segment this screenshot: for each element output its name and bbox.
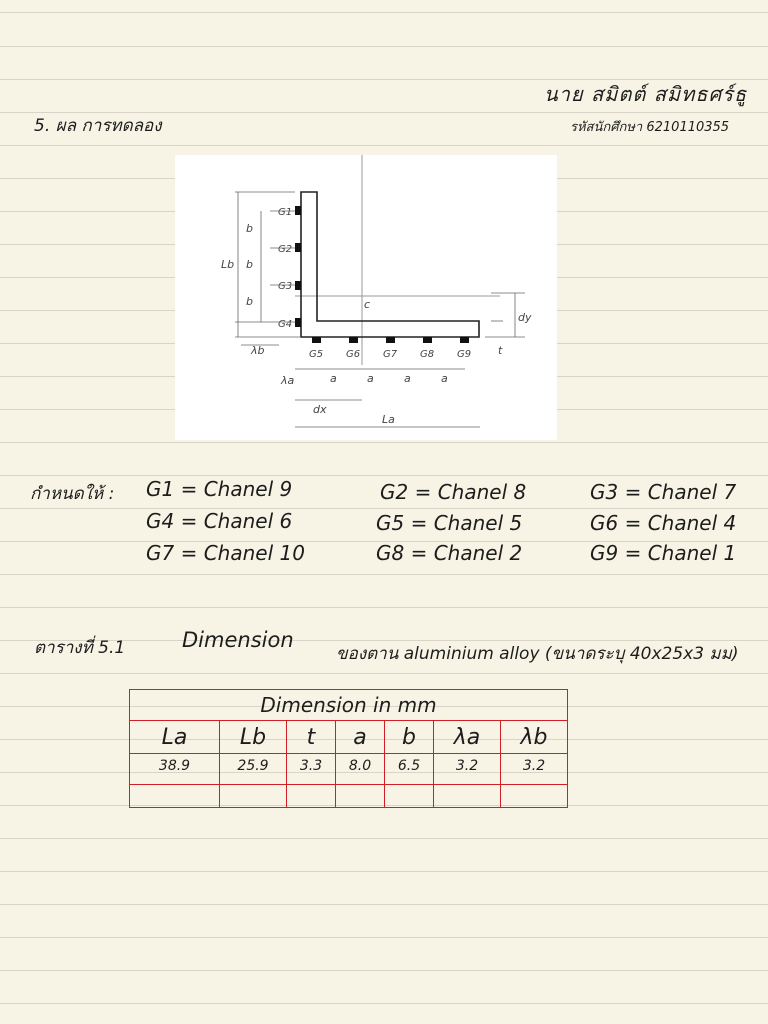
label-lambda-b: λb [251, 344, 265, 357]
label-g2: G2 [278, 244, 293, 255]
label-g7: G7 [383, 349, 398, 360]
gauge-g2 [295, 243, 301, 252]
value-b: 6.5 [385, 754, 434, 785]
empty-cell [434, 785, 501, 808]
gauge-g9 [460, 337, 469, 343]
empty-cell [287, 785, 336, 808]
table-caption-title: Dimension [182, 628, 294, 652]
empty-cell [385, 785, 434, 808]
empty-cell [220, 785, 287, 808]
label-b-2: b [246, 258, 253, 271]
label-lb: Lb [221, 258, 235, 271]
channel-mapping-g5: G5 = Chanel 5 [376, 511, 523, 535]
value-a: 8.0 [336, 754, 385, 785]
value-t: 3.3 [287, 754, 336, 785]
empty-cell [501, 785, 568, 808]
label-a-1: a [330, 372, 337, 385]
column-b: b [385, 721, 434, 754]
gauge-g4 [295, 318, 301, 327]
table-header: Dimension in mm [130, 690, 568, 721]
channel-mapping-g4: G4 = Chanel 6 [146, 509, 293, 533]
channel-mapping-g2: G2 = Chanel 8 [380, 480, 527, 504]
channel-mapping-g3: G3 = Chanel 7 [590, 480, 737, 504]
value-lambda-b: 3.2 [501, 754, 568, 785]
label-g8: G8 [420, 349, 435, 360]
label-c: c [364, 298, 371, 311]
gauge-g8 [423, 337, 432, 343]
student-id: รหัสนักศึกษา 6210110355 [570, 120, 730, 135]
table-caption-label: ตารางที่ 5.1 [34, 638, 126, 658]
channel-mapping-g8: G8 = Chanel 2 [376, 541, 523, 565]
label-b-1: b [246, 222, 253, 235]
empty-cell [336, 785, 385, 808]
value-la: 38.9 [130, 754, 220, 785]
empty-cell [130, 785, 220, 808]
dimension-table [129, 689, 568, 808]
column-lambda-b: λb [501, 721, 568, 754]
label-lambda-a: λa [281, 374, 295, 387]
label-b-3: b [246, 295, 253, 308]
label-a-2: a [367, 372, 374, 385]
label-g4: G4 [278, 319, 293, 330]
angle-section-figure [175, 155, 557, 440]
value-lambda-a: 3.2 [434, 754, 501, 785]
column-la: La [130, 721, 220, 754]
gauge-g7 [386, 337, 395, 343]
column-lambda-a: λa [434, 721, 501, 754]
table-caption-material: ของตาน aluminium alloy (ขนาดระบุ 40x25x3 มม) [336, 644, 739, 664]
channel-mapping-g1: G1 = Chanel 9 [146, 477, 293, 501]
channel-mapping-g6: G6 = Chanel 4 [590, 511, 737, 535]
label-la: La [382, 413, 395, 426]
given-label: กำหนดให้ : [30, 484, 115, 504]
column-a: a [336, 721, 385, 754]
column-t: t [287, 721, 336, 754]
column-lb: Lb [220, 721, 287, 754]
label-g5: G5 [309, 349, 324, 360]
student-name: นาย สมิตต์ สมิทธศร์ธู [544, 82, 748, 106]
label-g9: G9 [457, 349, 472, 360]
label-g6: G6 [346, 349, 361, 360]
section-title: 5. ผล การทดลอง [34, 116, 162, 136]
label-dy: dy [518, 311, 532, 324]
label-t: t [498, 344, 503, 357]
channel-mapping-g7: G7 = Chanel 10 [146, 541, 305, 565]
gauge-g5 [312, 337, 321, 343]
gauge-g1 [295, 206, 301, 215]
label-a-4: a [441, 372, 448, 385]
gauge-g6 [349, 337, 358, 343]
channel-mapping-g9: G9 = Chanel 1 [590, 541, 737, 565]
label-dx: dx [313, 403, 327, 416]
gauge-g3 [295, 281, 301, 290]
value-lb: 25.9 [220, 754, 287, 785]
angle-profile [301, 192, 479, 337]
label-g1: G1 [278, 207, 293, 218]
label-g3: G3 [278, 281, 293, 292]
label-a-3: a [404, 372, 411, 385]
